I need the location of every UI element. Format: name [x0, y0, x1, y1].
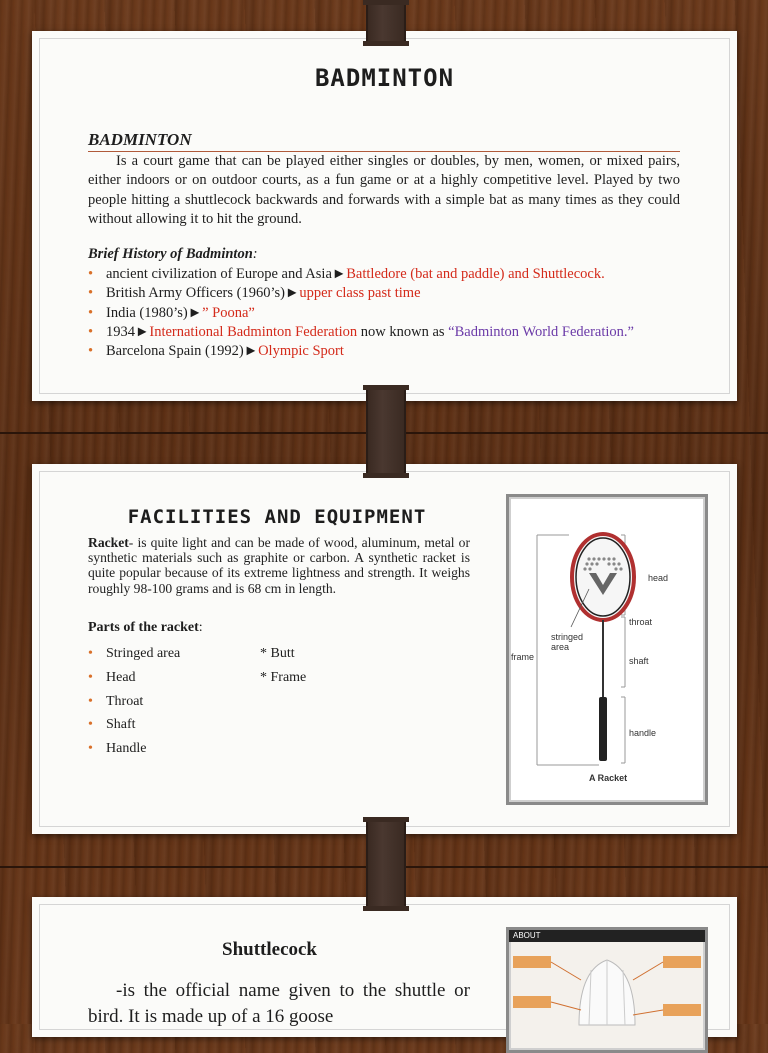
intro-paragraph: Is a court game that can be played either singles or doubles, by men, women, or mixed pairs, either indoors or on outdoor courts, as a fun game or at a highly competitive level. Played by two people hitting a shuttlecock backwards and forwards with a simple bat as many times as they could without allowing it to hit the ground.: [88, 153, 680, 227]
binder-clip: [366, 0, 406, 46]
section-heading: BADMINTON: [88, 130, 192, 149]
binder-clip: [366, 817, 406, 911]
racket-paragraph: Racket- is quite light and can be made of wood, aluminum, metal or synthetic materials such as graphite or carbon. A synthetic racket is quite popular because of its extreme lightness and strength. It weighs roughly 98-100 grams and is 68 cm in length.: [88, 535, 470, 596]
label-stringed-area: stringed area: [551, 632, 584, 652]
slide-1: [32, 31, 737, 401]
label-frame: frame: [511, 652, 535, 662]
label-handle: handle: [629, 728, 657, 738]
slide-3: [32, 897, 737, 1037]
parts-heading: Parts of the racket:: [88, 620, 203, 635]
list-item: • Barcelona Spain (1992)►Olympic Sport: [88, 342, 634, 361]
shuttlecock-image: [506, 927, 708, 1053]
slide-title: BADMINTON: [314, 64, 455, 92]
shuttlecock-paragraph: -is the official name given to the shuttle or bird. It is made up of a 16 goose: [88, 980, 470, 1027]
slide-2: [32, 464, 737, 834]
list-item: • British Army Officers (1960’s)►upper class past time: [88, 284, 634, 303]
label-shaft: shaft: [629, 656, 649, 666]
racket-diagram: [506, 494, 708, 805]
list-item: • India (1980’s)►” Poona”: [88, 304, 634, 323]
list-item: • 1934►International Badminton Federation now known as “Badminton World Federation.”: [88, 323, 634, 342]
history-list: [88, 265, 634, 361]
label-head: head: [648, 573, 669, 583]
image-header-bar: ABOUT: [509, 930, 705, 942]
racket-illustration: [509, 497, 705, 802]
list-item: • Handle: [88, 737, 180, 761]
slide-title: FACILITIES AND EQUIPMENT: [127, 506, 427, 528]
shuttlecock-illustration: [509, 930, 705, 1050]
list-item: * Butt: [260, 646, 295, 661]
list-item: • Stringed area: [88, 642, 180, 666]
list-item: • Shaft: [88, 713, 180, 737]
list-item: * Frame: [260, 669, 307, 685]
label-throat: throat: [629, 617, 653, 627]
list-item: • Throat: [88, 690, 180, 714]
binder-clip: [366, 385, 406, 478]
diagram-caption: A Racket: [589, 773, 628, 783]
list-item: • Head: [88, 666, 180, 690]
history-heading: Brief History of Badminton:: [88, 246, 258, 262]
parts-list-left: [88, 642, 180, 761]
list-item: • ancient civilization of Europe and Asia►Battledore (bat and paddle) and Shuttlecock.: [88, 265, 634, 284]
parts-list-right: [260, 642, 306, 690]
slide-title: Shuttlecock: [222, 939, 317, 960]
